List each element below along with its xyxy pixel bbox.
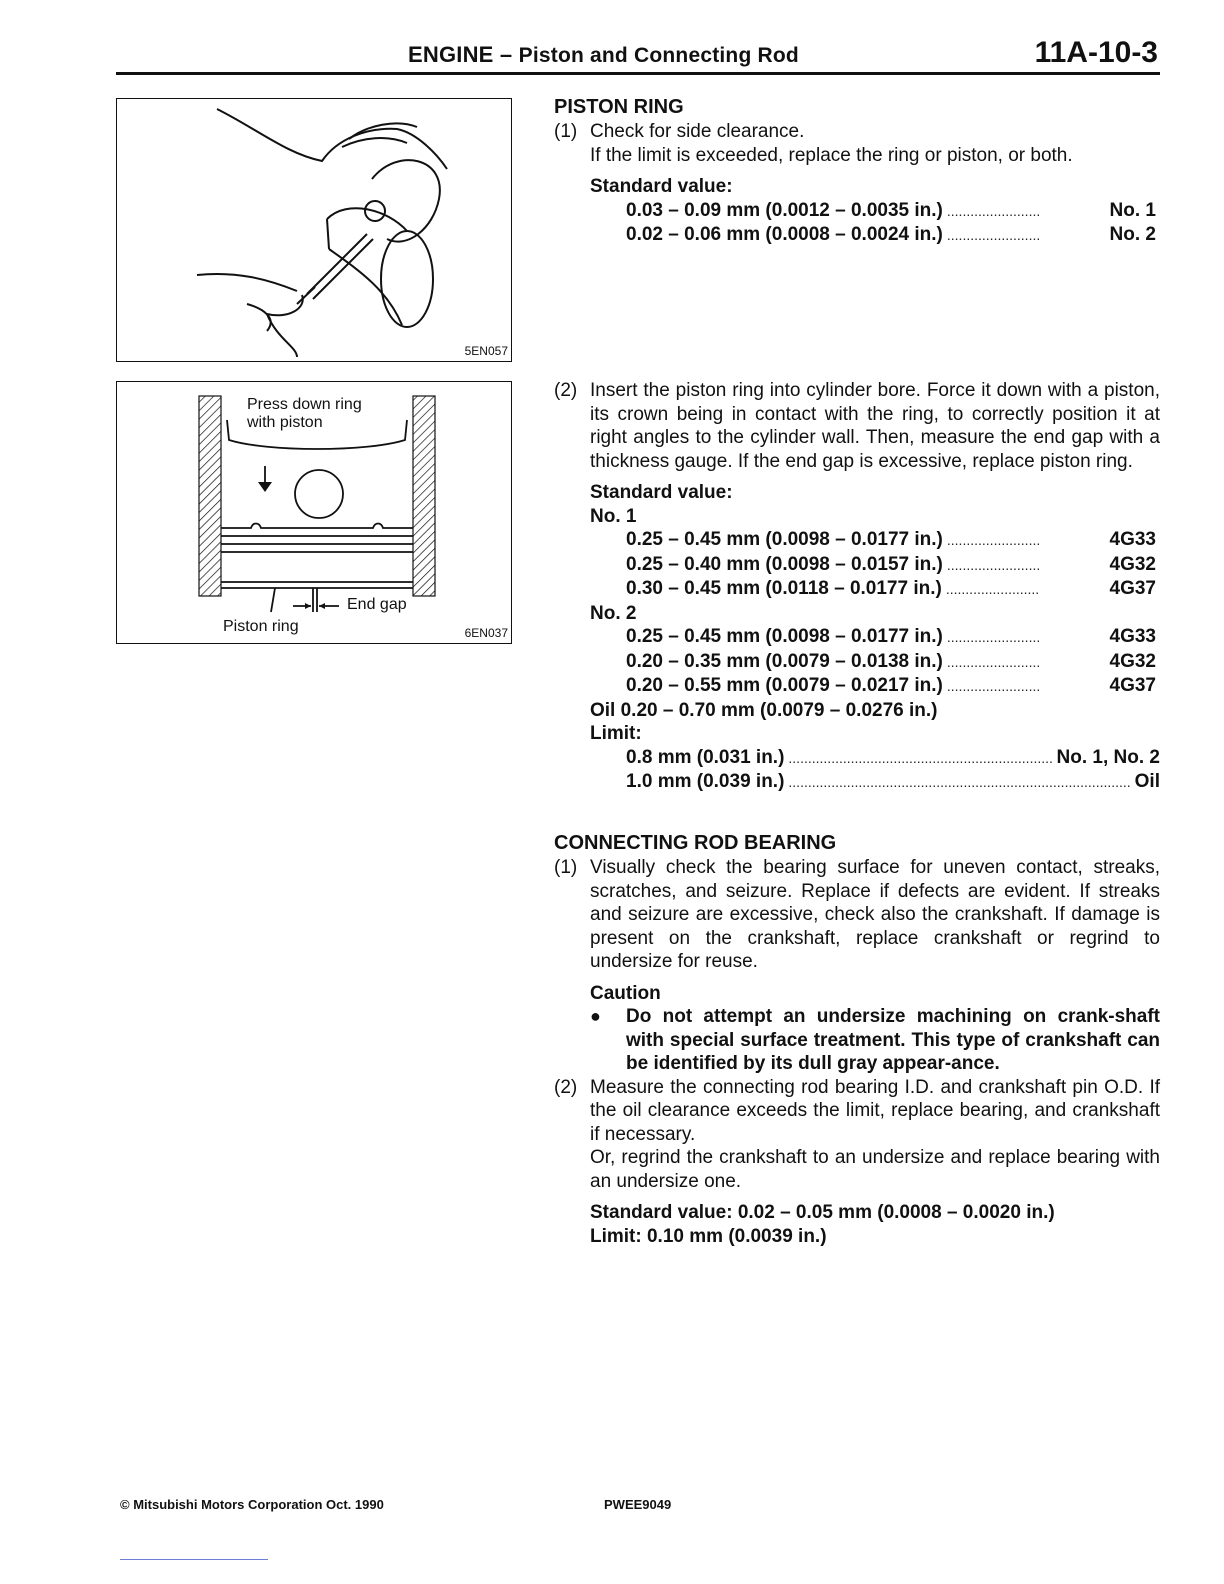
paragraph: If the limit is exceeded, replace the ring or piston, or both. xyxy=(590,144,1073,166)
label-press-down: Press down ring xyxy=(247,396,362,413)
spec-row xyxy=(626,650,1156,675)
figure-side-clearance xyxy=(116,98,512,362)
section-heading: CONNECTING ROD BEARING xyxy=(554,832,837,854)
spec-key: 4G33 xyxy=(1109,626,1156,647)
spec-key: No. 2 xyxy=(1109,224,1156,245)
step-item xyxy=(554,120,1160,167)
spec-key: 4G37 xyxy=(1109,578,1156,599)
spec-value: 0.25 – 0.45 mm (0.0098 – 0.0177 in.) xyxy=(626,529,943,550)
figure-end-gap xyxy=(116,381,512,644)
leader-dots xyxy=(947,675,1039,699)
leader-dots xyxy=(788,747,1052,771)
spec-value: 0.25 – 0.40 mm (0.0098 – 0.0157 in.) xyxy=(626,553,943,575)
paragraph: Or, regrind the crankshaft to an undersize and replace bearing with an undersize one. xyxy=(590,1147,1160,1192)
leader-dots xyxy=(947,554,1039,578)
step-number: (2) xyxy=(554,1076,578,1098)
spec-row xyxy=(626,577,1156,602)
leader-dots xyxy=(947,224,1039,248)
limit-key: No. 1, No. 2 xyxy=(1056,746,1160,768)
standard-value-label: Standard value: xyxy=(590,482,733,503)
spec-row xyxy=(626,223,1156,248)
step-number: (1) xyxy=(554,121,578,142)
leader-dots xyxy=(788,771,1130,795)
rod-bearing-section xyxy=(554,830,1160,1248)
spec-row xyxy=(626,528,1156,553)
spec-key: 4G37 xyxy=(1109,675,1156,696)
section-heading: PISTON RING xyxy=(554,96,684,118)
spec-value: 0.30 – 0.45 mm (0.0118 – 0.0177 in.) xyxy=(626,578,942,599)
paragraph: Measure the connecting rod bearing I.D. and crankshaft pin O.D. If the oil clearance exceeds the limit, replace bearing, and crankshaft if necessary. xyxy=(590,1076,1160,1145)
spec-value: 0.20 – 0.35 mm (0.0079 – 0.0138 in.) xyxy=(626,650,943,672)
bullet-icon: ● xyxy=(590,1006,601,1026)
page-number: 11A-10-3 xyxy=(1034,36,1158,69)
spec-key: No. 1 xyxy=(1109,199,1156,221)
caution-item xyxy=(590,1005,1160,1076)
spec-row xyxy=(626,553,1156,578)
title-dash: – xyxy=(493,42,519,67)
step-number: (1) xyxy=(554,857,578,878)
limit-line: Limit: 0.10 mm (0.0039 in.) xyxy=(590,1225,827,1247)
spec-value: 0.20 – 0.55 mm (0.0079 – 0.0217 in.) xyxy=(626,675,943,696)
spec-value: 0.03 – 0.09 mm (0.0012 – 0.0035 in.) xyxy=(626,199,943,221)
footer-rule xyxy=(120,1559,268,1560)
spec-row xyxy=(626,199,1156,224)
step-item xyxy=(554,1076,1160,1194)
limit-value: 0.8 mm (0.031 in.) xyxy=(626,746,785,768)
figure-code: 5EN057 xyxy=(464,344,508,358)
paragraph: Visually check the bearing surface for uneven contact, streaks, scratches, and seizure. Replace if defects are evident. If streaks and seizure are excessive, check also the crankshaft. If damage is present on the crankshaft, replace crankshaft or regrind to undersize for reuse. xyxy=(590,857,1160,972)
paragraph: Insert the piston ring into cylinder bore. Force it down with a piston, its crown being in contact with the ring, to correctly position it at right angles to the cylinder wall. Then, measure the end gap with a thickness gauge. If the end gap is excessive, replace piston ring. xyxy=(590,380,1160,472)
header-rule xyxy=(116,72,1160,75)
cylinder-wall-right xyxy=(413,396,435,596)
spec-row xyxy=(626,674,1156,699)
leader-dots xyxy=(947,200,1039,224)
step-item xyxy=(554,379,1160,473)
ring-no1-label: No. 1 xyxy=(590,505,637,527)
limit-row xyxy=(626,770,1160,795)
step-number: (2) xyxy=(554,380,578,401)
page-title xyxy=(408,42,799,68)
leader-dots xyxy=(947,651,1039,675)
standard-value-line: Standard value: 0.02 – 0.05 mm (0.0008 – 0.0020 in.) xyxy=(590,1202,1055,1223)
label-end-gap: End gap xyxy=(347,596,407,613)
paragraph: Check for side clearance. xyxy=(590,121,805,142)
leader-dots xyxy=(947,626,1039,650)
limit-key: Oil xyxy=(1134,771,1160,792)
leader-dots xyxy=(947,529,1039,553)
cylinder-wall-left xyxy=(199,396,221,596)
section-name: ENGINE xyxy=(408,42,494,67)
spec-row xyxy=(626,625,1156,650)
spec-key: 4G32 xyxy=(1109,650,1156,672)
step-item xyxy=(554,856,1160,974)
side-clearance-illustration xyxy=(117,99,511,361)
caution-label: Caution xyxy=(590,982,661,1004)
caution-text: Do not attempt an undersize machining on crank-shaft with special surface treatment. This type of crankshaft can be identified by its dull gray appear-ance. xyxy=(626,1006,1160,1074)
piston-ring-section xyxy=(554,94,1160,248)
limit-label: Limit: xyxy=(590,723,642,744)
copyright: © Mitsubishi Motors Corporation Oct. 1990 xyxy=(120,1497,384,1512)
limit-row xyxy=(626,746,1160,771)
limit-value: 1.0 mm (0.039 in.) xyxy=(626,771,785,792)
document-code: PWEE9049 xyxy=(604,1497,672,1512)
spec-key: 4G32 xyxy=(1109,553,1156,575)
oil-ring-value: Oil 0.20 – 0.70 mm (0.0079 – 0.0276 in.) xyxy=(590,699,938,721)
ring-no2-label: No. 2 xyxy=(590,602,637,624)
label-with-piston: with piston xyxy=(247,414,323,431)
spec-value: 0.25 – 0.45 mm (0.0098 – 0.0177 in.) xyxy=(626,626,943,647)
figure-code: 6EN037 xyxy=(464,626,508,640)
standard-value-label: Standard value: xyxy=(590,176,733,197)
spec-key: 4G33 xyxy=(1109,529,1156,550)
label-piston-ring: Piston ring xyxy=(223,618,299,635)
leader-dots xyxy=(946,578,1038,602)
piston-ring-step2 xyxy=(554,379,1160,795)
section-subtitle: Piston and Connecting Rod xyxy=(518,44,799,67)
spec-value: 0.02 – 0.06 mm (0.0008 – 0.0024 in.) xyxy=(626,224,943,245)
